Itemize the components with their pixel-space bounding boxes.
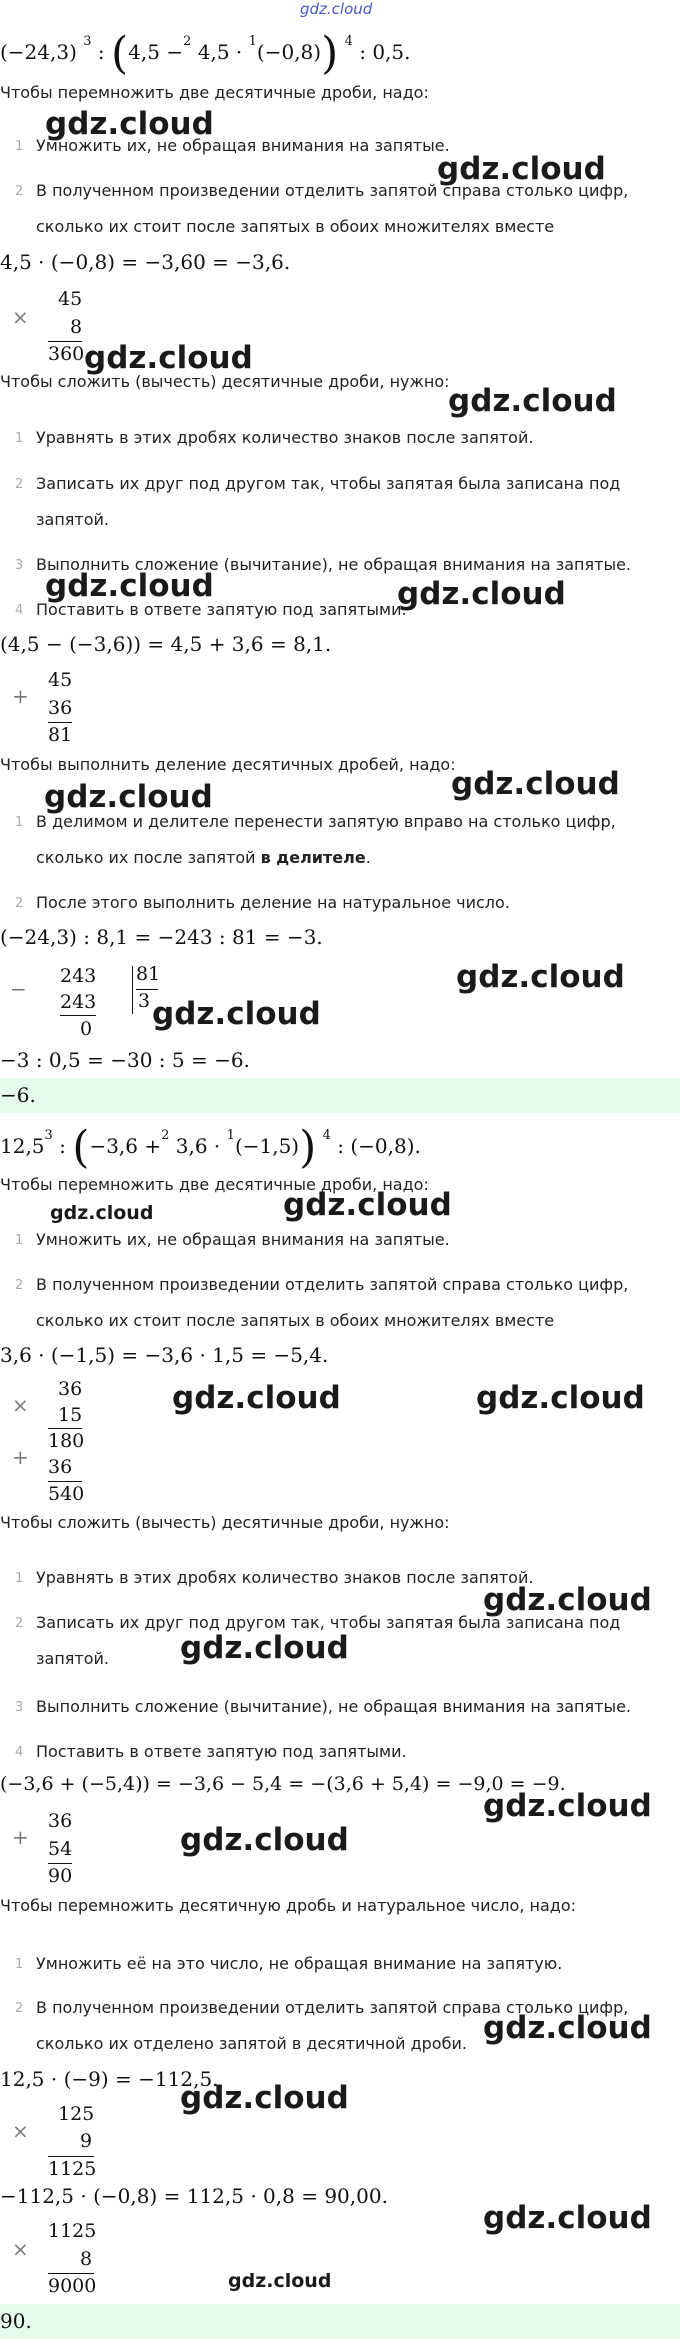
column-partial: 36 [48,1456,73,1478]
list-item: Уравнять в этих дробях количество знаков после запятой. [36,428,534,447]
list-number: 2 [15,2001,24,2016]
watermark: gdz.cloud [283,1187,452,1223]
expression-2: 12,5$^3$ : (−3,6 +$^2$ 3,6 · $^1$(−1,5)) $^4$ : (−0,8). [0,1122,421,1173]
watermark: gdz.cloud [172,1380,341,1416]
multiply-sign: × [12,2237,29,2261]
subtrahend: 243 [60,991,97,1013]
list-number: 2 [15,1616,24,1631]
column-operand: 45 [48,669,73,691]
calc-1-4: −3 : 0,5 = −30 : 5 = −6. [0,1048,250,1072]
watermark: gdz.cloud [448,383,617,419]
watermark: gdz.cloud [456,959,625,995]
answer-box-2 [0,2304,680,2339]
list-item: Поставить в ответе запятую под запятыми. [36,1742,407,1761]
list-item: Умножить их, не обращая внимания на запятые. [36,136,450,155]
column-result: 9000 [48,2275,97,2297]
top-watermark: gdz.cloud [300,0,373,18]
div-rule-title-1: Чтобы выполнить деление десятичных дробей, надо: [0,755,456,774]
calc-1-1: 4,5 · (−0,8) = −3,60 = −3,6. [0,250,291,274]
list-item: Поставить в ответе запятую под запятыми. [36,600,407,619]
calc-2-2: (−3,6 + (−5,4)) = −3,6 − 5,4 = −(3,6 + 5,4) = −9,0 = −9. [0,1773,566,1795]
multiply-sign: × [12,2119,29,2143]
calc-1-3: (−24,3) : 8,1 = −243 : 81 = −3. [0,925,323,949]
column-operand: 36 [48,1810,73,1832]
column-result: 360 [48,343,85,365]
watermark: gdz.cloud [483,2010,652,2046]
quotient: 3 [138,990,151,1012]
multiply-sign: × [12,1393,29,1417]
list-item: запятой. [36,510,109,529]
expression-1: (−24,3) $^3$ : (4,5 −$^2$ 4,5 · $^1$(−0,8)) $^4$ : 0,5. [0,28,411,79]
column-result: 540 [48,1483,85,1505]
column-operand: 8 [70,316,83,338]
watermark: gdz.cloud [437,151,606,187]
list-item: Уравнять в этих дробях количество знаков после запятой. [36,1568,534,1587]
list-item: сколько их после запятой в делителе. [36,848,371,867]
plus-sign: + [12,1445,29,1469]
list-item: запятой. [36,1649,109,1668]
list-item: сколько их стоит после запятых в обоих множителях вместе [36,217,555,236]
list-number: 3 [15,1700,24,1715]
watermark: gdz.cloud [476,1380,645,1416]
column-operand: 36 [58,1378,83,1400]
column-operand: 54 [48,1838,73,1860]
column-operand: 8 [80,2248,93,2270]
calc-2-1: 3,6 · (−1,5) = −3,6 · 1,5 = −5,4. [0,1343,329,1367]
list-number: 1 [15,431,24,446]
column-result: 81 [48,724,73,746]
list-number: 2 [15,896,24,911]
answer-2: 90. [0,2309,32,2333]
list-item: Записать их друг под другом так, чтобы запятая была записана под [36,1613,621,1632]
list-number: 1 [15,1957,24,1972]
list-number: 2 [15,184,24,199]
divisor: 81 [136,963,161,985]
watermark: gdz.cloud [180,1630,349,1666]
watermark: gdz.cloud [84,340,253,376]
watermark: gdz.cloud [152,996,321,1032]
list-item: сколько их отделено запятой в десятичной дроби. [36,2034,467,2053]
answer-box-1 [0,1078,680,1113]
list-number: 2 [15,1278,24,1293]
list-number: 2 [15,477,24,492]
watermark: gdz.cloud [50,1202,154,1224]
list-item: сколько их стоит после запятых в обоих множителях вместе [36,1311,555,1330]
list-item: Записать их друг под другом так, чтобы запятая была записана под [36,474,621,493]
calc-1-2: (4,5 − (−3,6)) = 4,5 + 3,6 = 8,1. [0,632,332,656]
add-rule-title-2: Чтобы сложить (вычесть) десятичные дроби, нужно: [0,1513,450,1532]
list-number: 1 [15,815,24,830]
column-operand: 1125 [48,2220,97,2242]
list-number: 1 [15,1571,24,1586]
list-number: 4 [15,603,24,618]
calc-2-4: −112,5 · (−0,8) = 112,5 · 0,8 = 90,00. [0,2184,388,2208]
mult-rule-title-1: Чтобы перемножить две десятичные дроби, надо: [0,83,429,102]
plus-sign: + [12,1825,29,1849]
list-item: Умножить её на это число, не обращая внимание на запятую. [36,1954,563,1973]
watermark: gdz.cloud [45,568,214,604]
list-item: В полученном произведении отделить запятой справа столько цифр, [36,1275,629,1294]
list-number: 1 [15,1233,24,1248]
column-operand: 15 [58,1404,83,1426]
mult-rule-title-2: Чтобы перемножить две десятичные дроби, надо: [0,1175,429,1194]
add-rule-title-1: Чтобы сложить (вычесть) десятичные дроби, нужно: [0,372,450,391]
column-operand: 36 [48,697,73,719]
watermark: gdz.cloud [45,106,214,142]
remainder: 0 [80,1018,93,1040]
watermark: gdz.cloud [44,779,213,815]
plus-sign: + [12,684,29,708]
multiply-sign: × [12,305,29,329]
list-number: 3 [15,558,24,573]
watermark: gdz.cloud [228,2270,332,2292]
watermark: gdz.cloud [180,2080,349,2116]
list-number: 1 [15,139,24,154]
list-item: В полученном произведении отделить запятой справа столько цифр, [36,181,629,200]
column-result: 90 [48,1865,73,1887]
watermark: gdz.cloud [483,2200,652,2236]
column-partial: 180 [48,1430,85,1452]
list-item: В полученном произведении отделить запятой справа столько цифр, [36,1998,629,2017]
list-item: Выполнить сложение (вычитание), не обращая внимания на запятые. [36,1697,631,1716]
watermark: gdz.cloud [483,1582,652,1618]
list-item: Выполнить сложение (вычитание), не обращая внимания на запятые. [36,555,631,574]
calc-2-3: 12,5 · (−9) = −112,5. [0,2067,219,2091]
list-item: В делимом и делителе перенести запятую вправо на столько цифр, [36,812,616,831]
watermark: gdz.cloud [180,1822,349,1858]
column-operand: 45 [58,288,83,310]
column-result: 1125 [48,2158,97,2180]
column-operand: 125 [58,2103,95,2125]
nat-rule-title-2: Чтобы перемножить десятичную дробь и натуральное число, надо: [0,1896,576,1915]
list-number: 4 [15,1745,24,1760]
dividend: 243 [60,965,97,987]
watermark: gdz.cloud [483,1788,652,1824]
answer-1: −6. [0,1083,36,1107]
minus-sign: − [10,977,27,1001]
watermark: gdz.cloud [397,576,566,612]
list-item: После этого выполнить деление на натуральное число. [36,893,510,912]
list-item: Умножить их, не обращая внимания на запятые. [36,1230,450,1249]
column-operand: 9 [80,2130,93,2152]
watermark: gdz.cloud [451,766,620,802]
